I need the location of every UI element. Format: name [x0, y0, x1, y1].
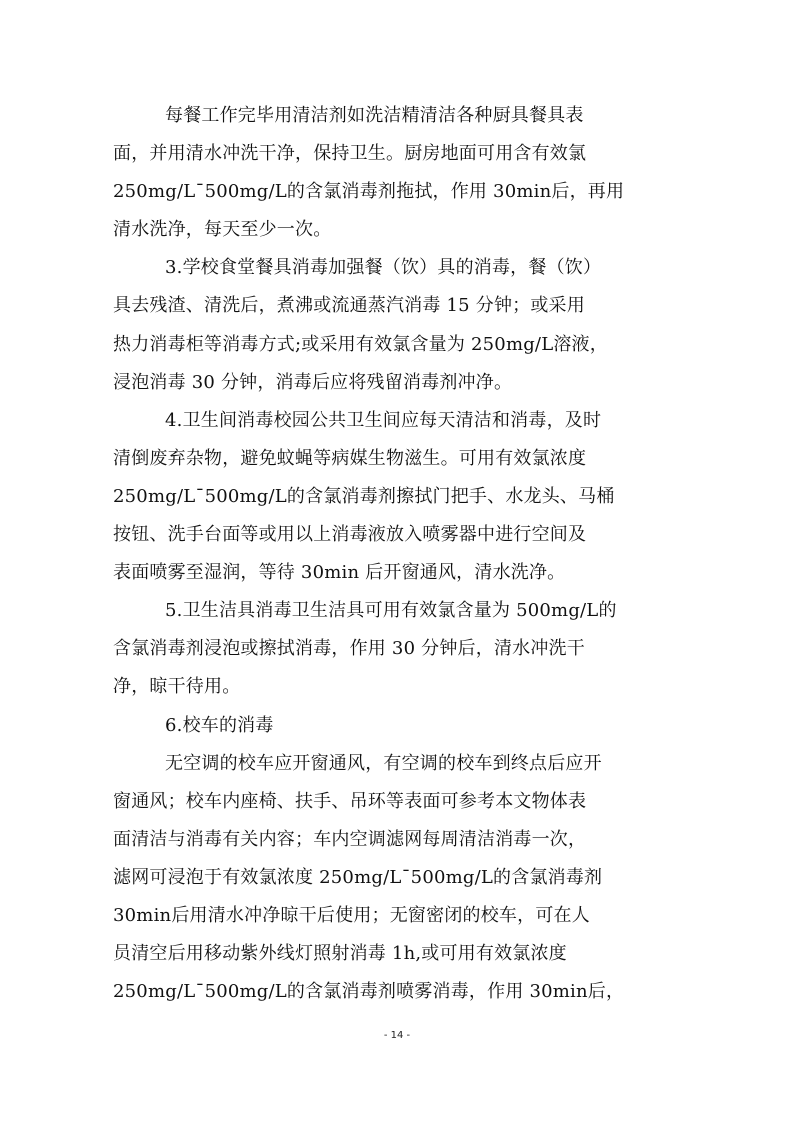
text-line: 净，晾干待用。 [113, 676, 241, 698]
text-line: 表面喷雾至湿润，等待 30min 后开窗通风，清水洗净。 [113, 562, 566, 584]
text-line: 250mg/L¯500mg/L的含氯消毒剂擦拭门把手、水龙头、马桶 [113, 485, 615, 507]
text-line: 热力消毒柜等消毒方式;或采用有效氯含量为 250mg/L溶液， [113, 333, 608, 355]
text-line: 具去残渣、清洗后，煮沸或流通蒸汽消毒 15 分钟；或采用 [113, 295, 585, 317]
text-line: 窗通风；校车内座椅、扶手、吊环等表面可参考本文物体表 [113, 790, 587, 812]
text-line: 清水洗净，每天至少一次。 [113, 219, 332, 241]
text-line: 含氯消毒剂浸泡或擦拭消毒，作用 30 分钟后，清水冲洗干 [113, 638, 585, 660]
text-line: 250mg/L¯500mg/L的含氯消毒剂拖拭，作用 30min后，再用 [113, 181, 625, 203]
text-line: 3.学校食堂餐具消毒加强餐（饮）具的消毒，餐（饮） [165, 257, 602, 279]
text-line: 250mg/L¯500mg/L的含氯消毒剂喷雾消毒，作用 30min后， [113, 981, 625, 1003]
text-line: 滤网可浸泡于有效氯浓度 250mg/L¯500mg/L的含氯消毒剂 [113, 866, 603, 888]
text-line: 6.校车的消毒 [165, 714, 274, 736]
text-line: 每餐工作完毕用清洁剂如洗洁精清洁各种厨具餐具表 [165, 105, 584, 126]
text-line: 清倒废弃杂物，避免蚊蝇等病媒生物滋生。可用有效氯浓度 [113, 447, 587, 469]
text-line: 无空调的校车应开窗通风，有空调的校车到终点后应开 [165, 752, 602, 774]
text-line: 按钮、洗手台面等或用以上消毒液放入喷雾器中进行空间及 [113, 524, 587, 546]
text-line: 浸泡消毒 30 分钟，消毒后应将残留消毒剂冲净。 [113, 371, 513, 393]
text-line: 面，并用清水冲洗干净，保持卫生。厨房地面可用含有效氯 [113, 143, 587, 165]
text-line: 面清洁与消毒有关内容；车内空调滤网每周清洁消毒一次， [113, 828, 587, 850]
text-line: 30min后用清水冲净晾干后使用；无窗密闭的校车，可在人 [113, 904, 590, 926]
text-line: 员清空后用移动紫外线灯照射消毒 1h,或可用有效氯浓度 [113, 943, 567, 965]
text-line: 4.卫生间消毒校园公共卫生间应每天清洁和消毒，及时 [165, 409, 602, 431]
page-number: - 14 - [383, 1030, 411, 1041]
text-line: 5.卫生洁具消毒卫生洁具可用有效氯含量为 500mg/L的 [165, 600, 617, 622]
body-text [113, 97, 673, 1011]
